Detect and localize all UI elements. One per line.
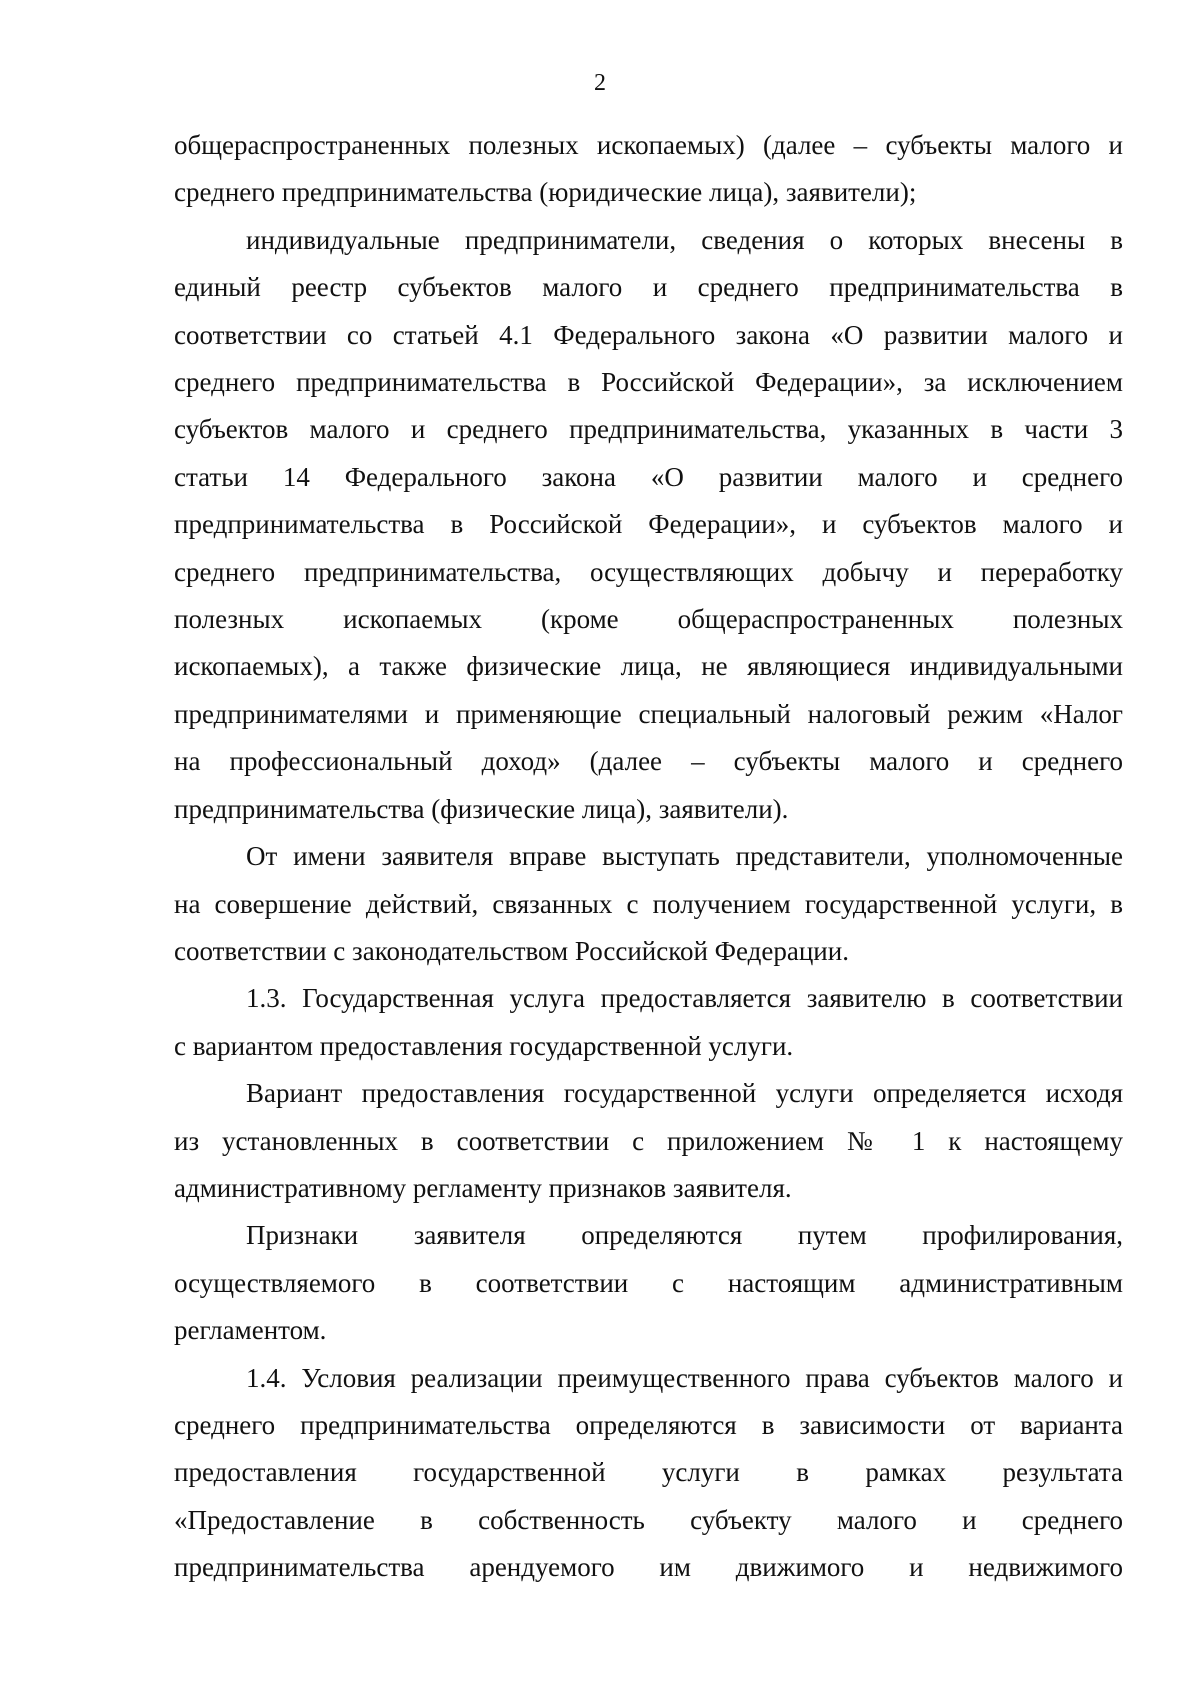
text-line: Признаки заявителя определяются путем профилирования, xyxy=(246,1220,1123,1251)
text-line: среднего предпринимательства (юридические лица), заявители); xyxy=(174,177,917,208)
text-line: соответствии со статьей 4.1 Федерального закона «О развитии малого и xyxy=(174,319,1123,350)
text-line: предпринимательства в Российской Федерации», и субъектов малого и xyxy=(174,509,1123,540)
text-line: От имени заявителя вправе выступать представители, уполномоченные xyxy=(246,841,1123,872)
text-line: среднего предпринимательства в Российской Федерации», за исключением xyxy=(174,367,1123,398)
text-line: предпринимательства арендуемого им движимого и недвижимого xyxy=(174,1552,1123,1583)
text-line: предоставления государственной услуги в рамках результата xyxy=(174,1457,1123,1488)
paragraph-p3 xyxy=(174,833,1123,975)
text-line: 1.3. Государственная услуга предоставляется заявителю в соответствии xyxy=(246,983,1123,1014)
text-line: индивидуальные предприниматели, сведения о которых внесены в xyxy=(246,224,1123,255)
text-line: предпринимателями и применяющие специальный налоговый режим «Налог xyxy=(174,698,1123,729)
paragraph-p7 xyxy=(174,1355,1123,1592)
text-line: осуществляемого в соответствии с настоящим административным xyxy=(174,1267,1123,1298)
text-line: 1.4. Условия реализации преимущественного права субъектов малого и xyxy=(246,1362,1123,1393)
text-line: «Предоставление в собственность субъекту малого и среднего xyxy=(174,1504,1123,1535)
text-line: полезных ископаемых (кроме общераспространенных полезных xyxy=(174,604,1123,635)
document-body xyxy=(174,122,1123,1592)
text-line: предпринимательства (физические лица), заявители). xyxy=(174,793,789,824)
text-line: административному регламенту признаков заявителя. xyxy=(174,1172,792,1203)
paragraph-p5 xyxy=(174,1070,1123,1212)
paragraph-p1 xyxy=(174,122,1123,217)
paragraph-p2 xyxy=(174,217,1123,833)
text-line: среднего предпринимательства определяются в зависимости от варианта xyxy=(174,1409,1123,1440)
page-number: 2 xyxy=(594,70,606,96)
paragraph-p4 xyxy=(174,975,1123,1070)
text-line: статьи 14 Федерального закона «О развитии малого и среднего xyxy=(174,461,1123,492)
text-line: ископаемых), а также физические лица, не являющиеся индивидуальными xyxy=(174,651,1123,682)
text-line: соответствии с законодательством Российской Федерации. xyxy=(174,935,849,966)
text-line: среднего предпринимательства, осуществляющих добычу и переработку xyxy=(174,556,1123,587)
text-line: единый реестр субъектов малого и среднего предпринимательства в xyxy=(174,272,1123,303)
text-line: из установленных в соответствии с приложением № 1 к настоящему xyxy=(174,1125,1123,1156)
text-line: общераспространенных полезных ископаемых) (далее – субъекты малого и xyxy=(174,130,1123,160)
text-line: на профессиональный доход» (далее – субъекты малого и среднего xyxy=(174,746,1123,777)
text-line: Вариант предоставления государственной услуги определяется исходя xyxy=(246,1078,1123,1109)
text-line: субъектов малого и среднего предпринимательства, указанных в части 3 xyxy=(174,414,1123,445)
text-line: регламентом. xyxy=(174,1315,327,1346)
paragraph-p6 xyxy=(174,1212,1123,1354)
text-line: на совершение действий, связанных с получением государственной услуги, в xyxy=(174,888,1123,919)
text-line: с вариантом предоставления государственной услуги. xyxy=(174,1030,794,1061)
